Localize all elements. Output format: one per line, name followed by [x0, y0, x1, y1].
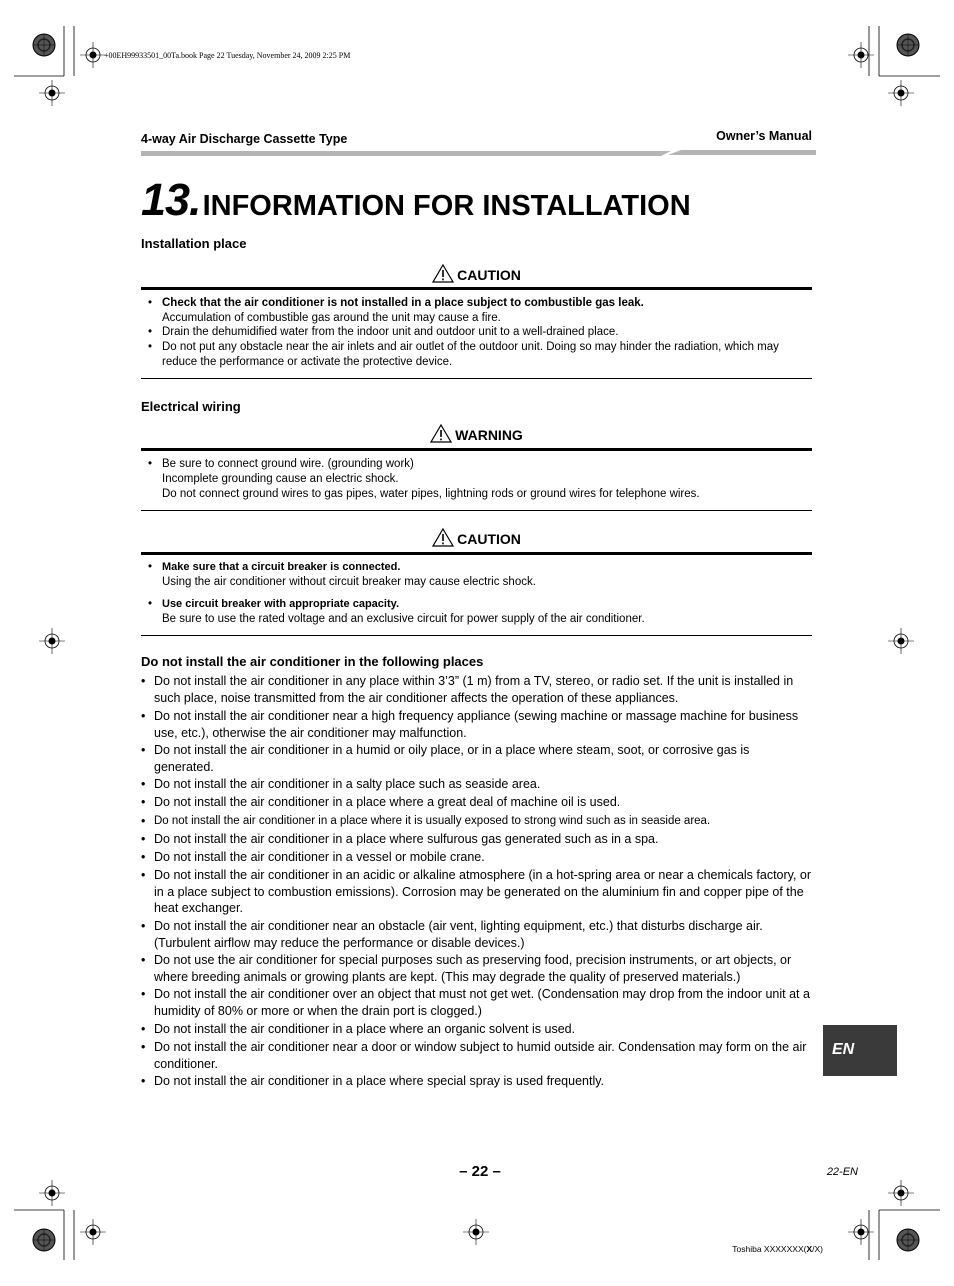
list-item: Do not install the air conditioner in an acidic or alkaline atmosphere (in a hot-spring area or near a chemicals factory, or in a place subject to combustion emissions). Corrosion may be generated on the aluminium fin and copper pipe of the heat exchanger. [154, 868, 812, 915]
warning-triangle-icon [432, 528, 454, 547]
header-manual-name: Owner’s Manual [716, 129, 812, 143]
bullet: • [141, 1040, 146, 1054]
bullet: • [141, 868, 146, 882]
header-bar [141, 150, 816, 157]
list-item: Drain the dehumidified water from the indoor unit and outdoor unit to a well-drained place. [162, 326, 619, 338]
box-rule-top [141, 552, 812, 555]
list-item: Do not use the air conditioner for special purposes such as preserving food, precision instruments, or art objects, or where breeding animals or growing plants are kept. (This may degrade the quality of preserved materials.) [154, 953, 792, 984]
list-item: Do not install the air conditioner in a place where a great deal of machine oil is used. [154, 795, 621, 809]
list-item: Do not install the air conditioner in any place within 3’3” (1 m) from a TV, stereo, or radio set. If the unit is installed in such place, noise transmitted from the air conditioner affects the operation of these appliances. [154, 674, 794, 705]
bullet: • [148, 326, 153, 338]
page-number: – 22 – [459, 1163, 501, 1180]
language-tab: EN [823, 1025, 897, 1076]
list-item: Make sure that a circuit breaker is connected. Using the air conditioner without circuit breaker may cause electric shock. [162, 561, 536, 588]
bullet: • [141, 709, 146, 723]
heading-installation-place: Installation place [141, 236, 247, 251]
list-item: Do not install the air conditioner in a place where special spray is used frequently. [154, 1074, 605, 1088]
list-item: Do not install the air conditioner near a high frequency appliance (sewing machine or massage machine for business use, etc.), otherwise the air conditioner may malfunction. [154, 709, 799, 740]
page-reference: 22-EN [826, 1166, 858, 1178]
list-item: Do not install the air conditioner in a vessel or mobile crane. [154, 850, 485, 864]
box-rule-top [141, 287, 812, 290]
bullet: • [141, 674, 146, 688]
list-item: Do not install the air conditioner over an object that must not get wet. (Condensation may drop from the indoor unit at a humidity of 80% or more or when the drain port is clogged.) [154, 987, 810, 1018]
list-item: Do not install the air conditioner in a place where it is usually exposed to strong wind such as in seaside area. [154, 815, 711, 827]
bullet: • [141, 832, 146, 846]
list-item: Do not install the air conditioner in a humid or oily place, or in a place where steam, soot, or corrosive gas is generated. [154, 743, 750, 774]
box-rule-bottom [141, 510, 812, 511]
list-item: Be sure to connect ground wire. (grounding work) Incomplete grounding cause an electric shock. Do not connect ground wires to gas pipes, water pipes, lightning rods or ground wires for telephone wires. [162, 458, 700, 500]
list-item: Do not install the air conditioner in a place where an organic solvent is used. [154, 1022, 576, 1036]
warning-heading: WARNING [141, 424, 812, 443]
print-info: +00EH99933501_00Ta.book Page 22 Tuesday, November 24, 2009 2:25 PM [104, 51, 351, 60]
warning-triangle-icon [430, 424, 452, 443]
chapter-title: INFORMATION FOR INSTALLATION [202, 190, 691, 222]
heading-electrical-wiring: Electrical wiring [141, 399, 241, 414]
header-product-type: 4-way Air Discharge Cassette Type [141, 132, 348, 146]
bullet: • [148, 561, 153, 573]
page-title [141, 174, 691, 226]
bullet: • [141, 743, 146, 757]
bullet: • [141, 777, 146, 791]
caution-heading: CAUTION [141, 528, 812, 547]
bullet: • [148, 598, 153, 610]
list-item: Do not put any obstacle near the air inlets and air outlet of the outdoor unit. Doing so may hinder the radiation, which may reduce the performance or activate the protective device. [162, 341, 779, 368]
bullet: • [141, 1022, 146, 1036]
bullet: • [141, 850, 146, 864]
list-item: Do not install the air conditioner in a place where sulfurous gas generated such as in a spa. [154, 832, 659, 846]
bullet: • [148, 341, 153, 353]
list-item: Use circuit breaker with appropriate capacity. Be sure to use the rated voltage and an exclusive circuit for power supply of the air conditioner. [162, 598, 645, 625]
box-rule-top [141, 448, 812, 451]
list-item: Do not install the air conditioner near an obstacle (air vent, lighting equipment, etc.) that disturbs discharge air. (Turbulent airflow may reduce the performance or disable devices.) [154, 919, 763, 950]
list-item: Check that the air conditioner is not installed in a place subject to combustible gas leak. Accumulation of combustible gas around the unit may cause a fire. [162, 297, 644, 324]
list-item: Do not install the air conditioner near a door or window subject to humid outside air. Condensation may form on the air conditioner. [154, 1040, 807, 1071]
footer-model-code: Toshiba XXXXXXX(X/X) [732, 1244, 823, 1254]
caution-heading: CAUTION [141, 264, 812, 283]
list-item: Do not install the air conditioner in a salty place such as seaside area. [154, 777, 541, 791]
bullet: • [141, 987, 146, 1001]
bullet: • [141, 1074, 146, 1088]
box-rule-bottom [141, 378, 812, 379]
bullet: • [141, 953, 146, 967]
bullet: • [141, 795, 146, 809]
bullet: • [148, 297, 153, 309]
chapter-number: 13. [141, 174, 201, 225]
heading-do-not-install: Do not install the air conditioner in the following places [141, 654, 484, 669]
warning-triangle-icon [432, 264, 454, 283]
bullet: • [141, 919, 146, 933]
box-rule-bottom [141, 635, 812, 636]
bullet: • [148, 458, 153, 470]
bullet: • [141, 814, 146, 828]
